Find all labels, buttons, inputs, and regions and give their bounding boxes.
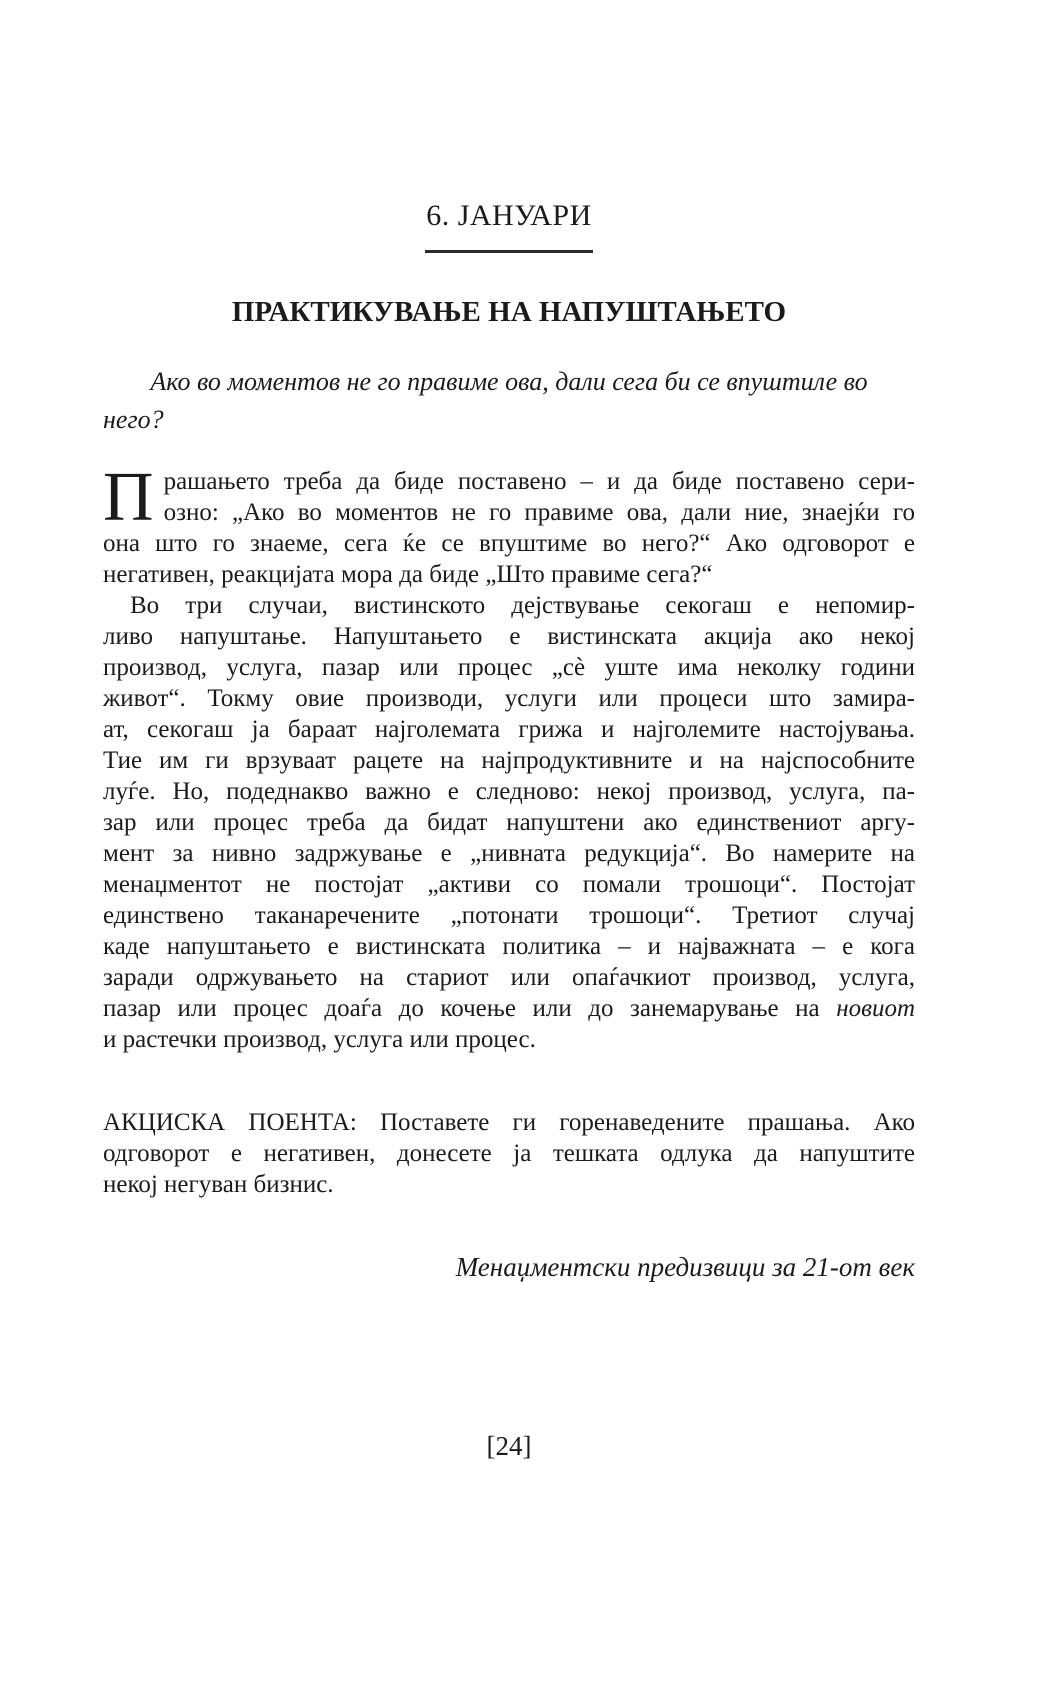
text-line — [103, 528, 915, 559]
text-line — [103, 559, 915, 590]
page-number: [24] — [486, 1431, 532, 1461]
drop-cap: П — [103, 459, 154, 536]
text-segment: пазар или процес доаѓа до кочење или до занемарување на — [103, 995, 837, 1022]
text-segment: каде напуштањето е вистинската политика – и најважната – е кога — [103, 933, 915, 960]
text-line — [103, 363, 915, 401]
text-segment: озно: „Ако во моментов не го правиме ова, дали ние, знаејќи го — [163, 499, 915, 526]
text-segment: некој негуван бизнис. — [103, 1171, 334, 1198]
paragraph-1-lines — [103, 459, 915, 590]
text-segment: Тие им ги врзуваат рацете на најпродуктивните и на најспособните — [103, 747, 915, 774]
text-segment: живот“. Токму овие производи, услуги или процеси што замира- — [103, 685, 915, 712]
text-segment: менаџментот не постојат „активи со помали трошоци“. Постојат — [103, 871, 915, 898]
text-line — [103, 900, 915, 931]
text-segment: мент за нивно задржување е „нивната редукција“. Во намерите на — [103, 840, 915, 867]
text-line — [103, 683, 915, 714]
paragraph-2 — [103, 590, 915, 1055]
text-line — [103, 931, 915, 962]
text-line — [103, 1024, 915, 1055]
text-line — [103, 962, 915, 993]
text-line — [103, 401, 915, 439]
text-segment: производ, услуга, пазар или процес „сѐ уште има неколку години — [103, 654, 915, 681]
text-segment: негативен, реакцијата мора да биде „Што правиме сега?“ — [103, 561, 713, 588]
text-segment: луѓе. Но, подеднакво важно е следново: некој производ, услуга, па- — [103, 778, 915, 805]
chapter-heading: ПРАКТИКУВАЊЕ НА НАПУШТАЊЕТО — [231, 296, 787, 328]
text-segment: одговорот е негативен, донесете ја тешката одлука да напуштите — [103, 1140, 915, 1167]
italic-text: новиот — [836, 995, 915, 1022]
text-line — [103, 776, 915, 807]
paragraph-1 — [103, 459, 915, 590]
text-line — [103, 807, 915, 838]
text-line — [103, 838, 915, 869]
text-line — [103, 621, 915, 652]
text-segment: заради одржувањето на стариот или опаѓачкиот производ, услуга, — [103, 964, 915, 991]
text-line — [103, 714, 915, 745]
epigraph — [103, 363, 915, 439]
book-page — [103, 200, 915, 1461]
text-line — [103, 1107, 915, 1138]
text-line — [103, 993, 915, 1024]
text-segment: она што го знаеме, сега ќе се впуштиме во него?“ Ако одговорот е — [103, 530, 915, 557]
text-line — [103, 590, 915, 621]
text-line — [103, 869, 915, 900]
text-line — [103, 1169, 915, 1200]
text-segment: Во три случаи, вистинското дејствување секогаш е непомир- — [130, 592, 915, 619]
text-segment: ат, секогаш ја бараат најголемата грижа и најголемите настојувања. — [103, 716, 915, 743]
text-segment: рашањето треба да биде поставено – и да биде поставено сери- — [163, 468, 915, 495]
text-segment: Ако во моментов не го правиме ова, дали сега би се впуштиле во — [150, 367, 868, 396]
text-line — [103, 466, 915, 497]
page-title: 6. ЈАНУАРИ — [426, 199, 592, 232]
text-segment: ливо напуштање. Напуштањето е вистинската акција ако некој — [103, 623, 915, 650]
action-point — [103, 1107, 915, 1200]
text-line — [103, 497, 915, 528]
text-segment: него? — [103, 405, 164, 434]
attribution: Менаџментски предизвици за 21-от век — [455, 1252, 915, 1282]
text-segment: единствено таканаречените „потонати трошоци“. Третиот случај — [103, 902, 915, 929]
text-line — [103, 652, 915, 683]
title-rule — [425, 250, 593, 253]
text-segment: и растечки производ, услуга или процес. — [103, 1026, 536, 1053]
text-segment: зар или процес треба да бидат напуштени ако единствениот аргу- — [103, 809, 915, 836]
text-line — [103, 745, 915, 776]
text-line — [103, 1138, 915, 1169]
text-segment: АКЦИСКА ПОЕНТА: Поставете ги горенаведените прашања. Ако — [103, 1109, 915, 1136]
